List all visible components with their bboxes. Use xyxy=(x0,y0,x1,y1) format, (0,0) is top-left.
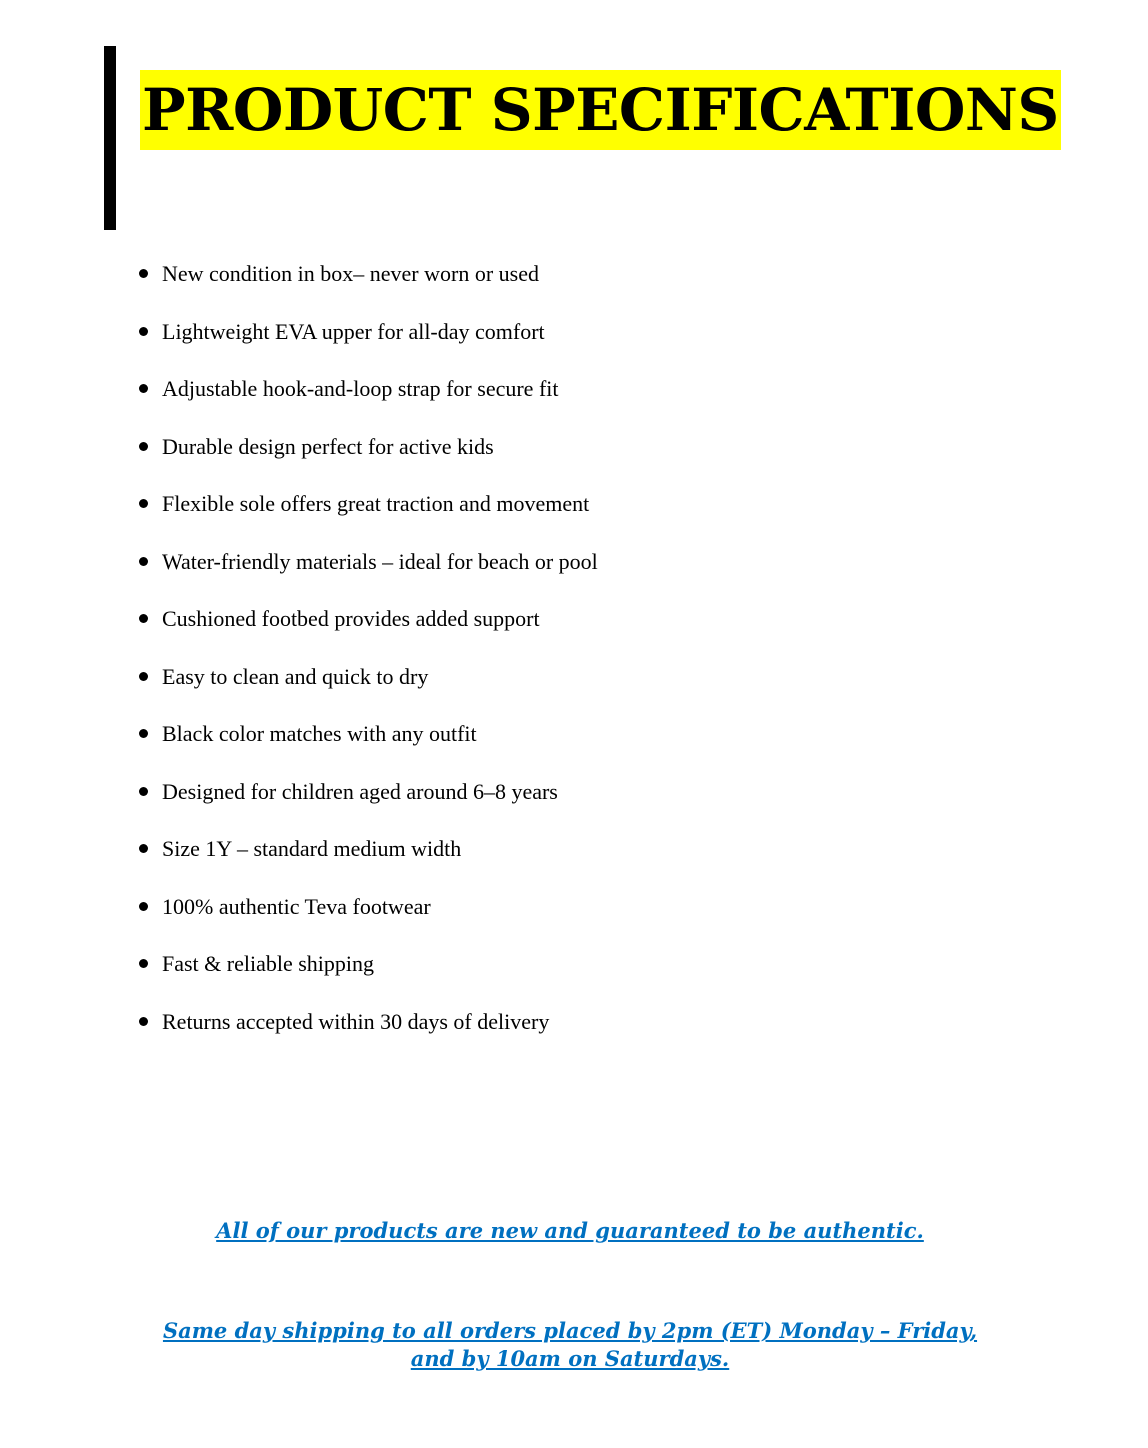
list-item xyxy=(138,1000,598,1058)
list-item-text: New condition in box– never worn or used xyxy=(162,261,539,286)
list-item xyxy=(138,770,598,828)
list-item-text: Designed for children aged around 6–8 years xyxy=(162,778,558,804)
bullet-icon xyxy=(139,902,148,911)
bullet-icon xyxy=(139,499,148,508)
list-item-text: Size 1Y – standard medium width xyxy=(162,836,462,861)
list-item-text: Lightweight EVA upper for all-day comfort xyxy=(162,318,545,344)
bullet-icon xyxy=(139,327,148,336)
list-item-text: Fast & reliable shipping xyxy=(162,951,375,976)
list-item-text: Returns accepted within 30 days of delivery xyxy=(162,1008,550,1034)
list-item xyxy=(138,885,598,943)
page-title: PRODUCT SPECIFICATIONS xyxy=(140,70,1061,150)
list-item xyxy=(138,827,598,885)
list-item-text: Adjustable hook-and-loop strap for secure fit xyxy=(162,376,559,401)
list-item-text: 100% authentic Teva footwear xyxy=(162,893,431,919)
list-item xyxy=(138,425,598,483)
bullet-icon xyxy=(139,672,148,681)
list-item xyxy=(138,655,598,713)
list-item xyxy=(138,252,598,310)
list-item-text: Durable design perfect for active kids xyxy=(162,433,494,459)
bullet-icon xyxy=(139,959,148,968)
list-item-text: Cushioned footbed provides added support xyxy=(162,606,540,631)
list-item-text: Easy to clean and quick to dry xyxy=(162,663,429,689)
authenticity-note: All of our products are new and guaranteed to be authentic. xyxy=(216,1218,924,1243)
list-item xyxy=(138,712,598,770)
bullet-icon xyxy=(139,844,148,853)
bullet-icon xyxy=(139,729,148,738)
bullet-icon xyxy=(139,557,148,566)
list-item xyxy=(138,310,598,368)
bullet-icon xyxy=(139,787,148,796)
list-item xyxy=(138,597,598,655)
bullet-icon xyxy=(139,384,148,393)
shipping-note: Same day shipping to all orders placed by 2pm (ET) Monday – Friday, and by 10am on Saturdays. xyxy=(162,1318,978,1371)
accent-bar xyxy=(104,46,116,230)
list-item-text: Black color matches with any outfit xyxy=(162,721,477,746)
list-item-text: Water-friendly materials – ideal for beach or pool xyxy=(162,548,598,574)
list-item xyxy=(138,942,598,1000)
title-highlight xyxy=(138,70,1065,150)
list-item xyxy=(138,367,598,425)
spec-list xyxy=(138,252,598,1057)
list-item-text: Flexible sole offers great traction and movement xyxy=(162,491,590,516)
list-item xyxy=(138,482,598,540)
bullet-icon xyxy=(139,442,148,451)
bullet-icon xyxy=(139,614,148,623)
list-item xyxy=(138,540,598,598)
bullet-icon xyxy=(139,269,148,278)
bullet-icon xyxy=(139,1017,148,1026)
